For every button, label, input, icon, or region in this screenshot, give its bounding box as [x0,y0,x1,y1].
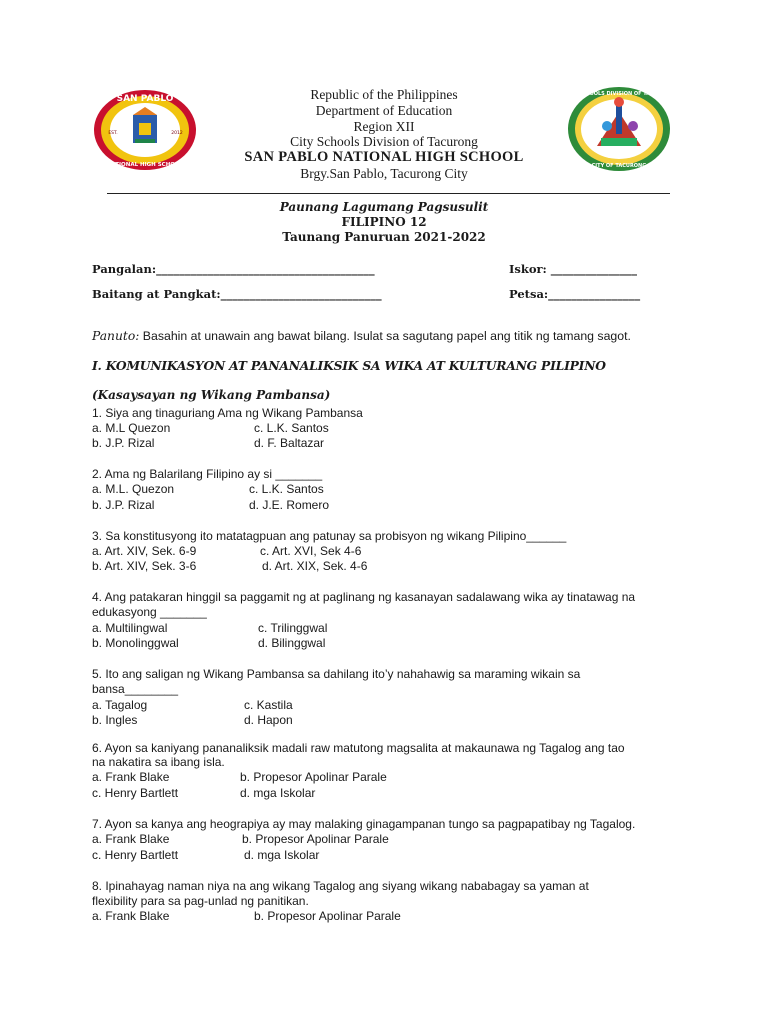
question-2: 2. Ama ng Balarilang Filipino ay si _______ [92,467,323,481]
school-address: Brgy.San Pablo, Tacurong City [300,166,468,181]
q7-option-a[interactable]: a. Frank Blake [92,832,170,846]
q5-option-d[interactable]: d. Hapon [244,713,293,727]
date-field[interactable]: Petsa:________________ [509,287,641,301]
instructions-label: Panuto: [92,329,140,343]
q6-option-d[interactable]: d. mga Iskolar [240,786,316,800]
q1-option-d[interactable]: d. F. Baltazar [254,436,325,450]
header-divider [107,193,670,194]
exam-title: Paunang Lagumang Pagsusulit [279,200,489,214]
grade-section-field[interactable]: Baitang at Pangkat:____________________________ [92,287,382,301]
q3-option-b[interactable]: b. Art. XIV, Sek. 3-6 [92,559,197,573]
school-year: Taunang Panuruan 2021-2022 [282,230,486,244]
header-line-1: Republic of the Philippines [310,87,458,102]
question-6-line-2: na nakatira sa ibang isla. [92,755,225,769]
q2-option-c[interactable]: c. L.K. Santos [249,482,324,496]
right-logo-ring-text: CITY SCHOOLS DIVISION OF TACURONG [567,91,671,97]
left-logo-year: 2012 [171,131,183,136]
question-8-line-2: flexibility para sa pag-unlad ng panitikan. [92,894,309,908]
instructions-text: Basahin at unawain ang bawat bilang. Isulat sa sagutang papel ang titik ng tamang sagot. [139,329,631,343]
q5-option-a[interactable]: a. Tagalog [92,698,148,712]
q7-option-b[interactable]: b. Propesor Apolinar Parale [242,832,389,846]
question-6-line-1: 6. Ayon sa kaniyang pananaliksik madali raw matutong magsalita at makaunawa ng Tagalog ang tao [92,741,625,755]
exam-subject: FILIPINO 12 [341,215,427,229]
subsection-title: (Kasaysayan ng Wikang Pambansa) [92,388,331,402]
q3-option-d[interactable]: d. Art. XIX, Sek. 4-6 [262,559,368,573]
question-8-line-1: 8. Ipinahayag naman niya na ang wikang Tagalog ang siyang wikang nababagay sa yaman at [92,879,589,893]
left-logo-est: EST. [108,131,118,136]
left-logo-bottom-text: NATIONAL HIGH SCHOOL [106,162,184,168]
q7-option-d[interactable]: d. mga Iskolar [244,848,320,862]
q1-option-b[interactable]: b. J.P. Rizal [92,436,155,450]
question-4-line-1: 4. Ang patakaran hinggil sa paggamit ng at paglinang ng kasanayan sadalawang wika ay tinatawag na [92,590,636,604]
name-field[interactable]: Pangalan:______________________________________ [92,262,375,276]
q1-option-a[interactable]: a. M.L Quezon [92,421,171,435]
right-logo-bottom-text: CITY OF TACURONG [591,163,647,169]
score-field[interactable]: Iskor: _______________ [509,262,638,276]
question-7: 7. Ayon sa kanya ang heograpiya ay may malaking ginagampanan tungo sa pagpapatibay ng Tagalog. [92,817,636,831]
q4-option-c[interactable]: c. Trilinggwal [258,621,328,635]
q8-option-b[interactable]: b. Propesor Apolinar Parale [254,909,401,923]
q2-option-a[interactable]: a. M.L. Quezon [92,482,175,496]
q4-option-d[interactable]: d. Bilinggwal [258,636,326,650]
q1-option-c[interactable]: c. L.K. Santos [254,421,329,435]
q8-option-a[interactable]: a. Frank Blake [92,909,170,923]
question-1: 1. Siya ang tinaguriang Ama ng Wikang Pambansa [92,406,363,420]
q5-option-c[interactable]: c. Kastila [244,698,293,712]
question-5-line-1: 5. Ito ang saligan ng Wikang Pambansa sa dahilang ito’y nahahawig sa maraming wikain sa [92,667,581,681]
question-4-line-2: edukasyong _______ [92,605,207,619]
q5-option-b[interactable]: b. Ingles [92,713,138,727]
q2-option-b[interactable]: b. J.P. Rizal [92,498,155,512]
q3-option-a[interactable]: a. Art. XIV, Sek. 6-9 [92,544,197,558]
section-title: I. KOMUNIKASYON AT PANANALIKSIK SA WIKA AT KULTURANG PILIPINO [92,358,606,373]
q4-option-a[interactable]: a. Multilingwal [92,621,168,635]
q7-option-c[interactable]: c. Henry Bartlett [92,848,179,862]
left-logo-top-text: SAN PABLO [116,94,174,104]
q3-option-c[interactable]: c. Art. XVI, Sek 4-6 [260,544,362,558]
q6-option-b[interactable]: b. Propesor Apolinar Parale [240,770,387,784]
instructions [92,329,631,344]
q6-option-a[interactable]: a. Frank Blake [92,770,170,784]
q6-option-c[interactable]: c. Henry Bartlett [92,786,179,800]
header-line-4: City Schools Division of Tacurong [290,134,478,149]
header-line-3: Region XII [353,119,415,134]
school-name: SAN PABLO NATIONAL HIGH SCHOOL [244,149,524,165]
question-3: 3. Sa konstitusyong ito matatagpuan ang patunay sa probisyon ng wikang Pilipino______ [92,529,567,543]
q2-option-d[interactable]: d. J.E. Romero [249,498,330,512]
question-5-line-2: bansa________ [92,682,179,696]
q4-option-b[interactable]: b. Monolinggwal [92,636,179,650]
header-line-2: Department of Education [315,103,453,118]
